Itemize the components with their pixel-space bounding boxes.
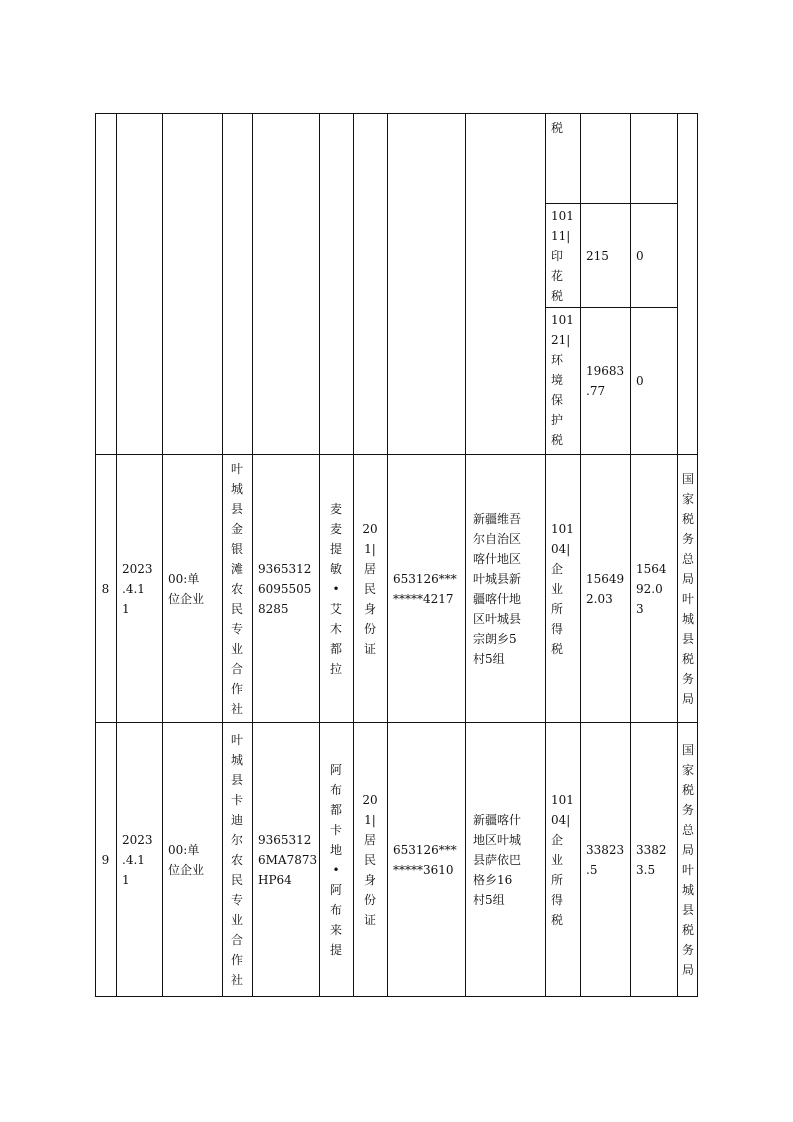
tax-item-cell: 101 11| 印 花 税 [551,209,574,303]
address-cell: 新疆喀什 地区叶城 县萨依巴 格乡16 村5组 [473,812,522,907]
tax-amount-cell: 19683 .77 [586,364,625,398]
tax-item-cell: 101 04| 企 业 所 得 税 [551,521,574,656]
tax-item-cell: 税 [551,121,564,135]
tax-amount-cell: 215 [586,248,609,263]
legal-person-cell: 阿 布 都 卡 地 • 阿 布 来 提 [329,762,342,957]
legal-person-cell: 麦 麦 提 敏 • 艾 木 都 拉 [329,501,342,676]
id-number-cell: 653126*** *****3610 [393,842,457,877]
tax-amount-cell: 33823 .5 [586,842,625,877]
refund-amount-cell: 0 [636,374,644,388]
refund-amount-cell: 3382 3.5 [636,842,667,877]
date-cell: 2023 .4.1 1 [122,561,153,616]
taxpayer-name-cell: 叶 城 县 金 银 滩 农 民 专 业 合 作 社 [230,461,243,716]
credit-code-cell: 9365312 6MA7873 HP64 [258,832,318,887]
date-cell: 2023 .4.1 1 [122,832,153,887]
tax-authority-cell: 国 家 税 务 总 局 叶 城 县 税 务 局 [681,471,694,706]
id-type-cell: 20 1| 居 民 身 份 证 [362,792,378,927]
address-cell: 新疆维吾 尔自治区 喀什地区 叶城县新 疆喀什地 区叶城县 宗朗乡5 村5组 [473,511,522,666]
credit-code-cell: 9365312 6095505 8285 [258,561,312,616]
taxpayer-type-cell: 00:单 位企业 [168,571,205,606]
refund-amount-cell: 1564 92.0 3 [636,561,667,616]
row-number: 8 [101,581,110,596]
tax-amount-cell: 15649 2.03 [586,571,625,606]
id-number-cell: 653126*** *****4217 [393,571,457,606]
taxpayer-name-cell: 叶 城 县 卡 迪 尔 农 民 专 业 合 作 社 [230,732,243,987]
taxpayer-type-cell: 00:单 位企业 [168,842,205,877]
tax-authority-cell: 国 家 税 务 总 局 叶 城 县 税 务 局 [681,742,694,977]
tax-item-cell: 101 04| 企 业 所 得 税 [551,792,574,927]
id-type-cell: 20 1| 居 民 身 份 证 [362,521,378,656]
row-number: 9 [101,852,110,867]
refund-amount-cell: 0 [636,248,644,263]
tax-item-cell: 101 21| 环 境 保 护 税 [551,313,574,447]
